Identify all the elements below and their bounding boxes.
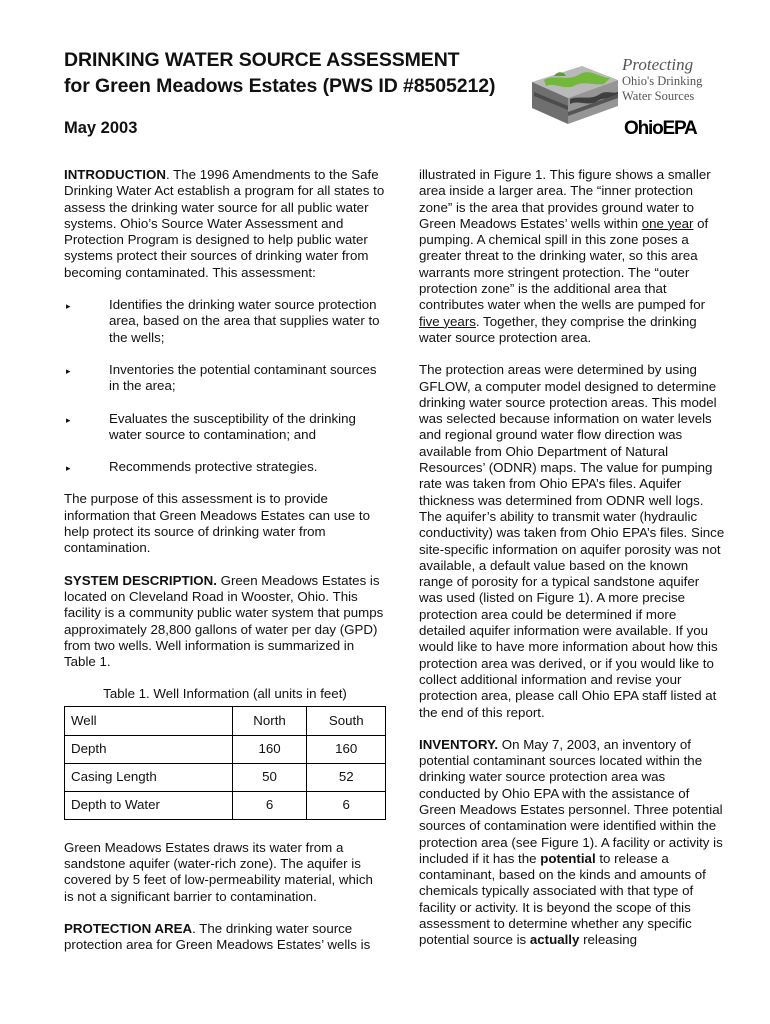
list-item: ▸ Evaluates the susceptibility of the drinking water source to contamination; and	[66, 410, 356, 442]
bullet-arrow-icon: ▸	[66, 414, 71, 425]
aquifer-paragraph: Green Meadows Estates draws its water from a sandstone aquifer (water-rich zone). The aquifer is covered by 5 feet of low-permeability material, which is not a significant barrier to contamination.	[64, 839, 373, 904]
document-date: May 2003	[64, 119, 138, 137]
table-row	[65, 763, 386, 791]
logo-text	[622, 56, 702, 104]
introduction-heading: INTRODUCTION	[64, 167, 166, 182]
table-row	[65, 791, 386, 819]
document-title	[64, 47, 495, 99]
figure-description-paragraph: illustrated in Figure 1. This figure shows a smaller area inside a larger area. The “inner protection zone” is the area that provides ground water to Green Meadows Estates’ wells within one year of pumping. A chemical spill in this zone poses a greater threat to the drinking water, so this area warrants more stringent protection. The “outer protection zone” is the additional area that contributes water when the wells are pumped for five years. Together, they comprise the drinking water source protection area.	[419, 167, 711, 345]
left-column	[64, 167, 386, 970]
bullet-arrow-icon: ▸	[66, 463, 71, 474]
bullet-arrow-icon: ▸	[66, 365, 71, 376]
logo-line-3: Water Sources	[622, 89, 695, 103]
title-line-2: for Green Meadows Estates (PWS ID #8505212)	[64, 75, 496, 97]
bullet-arrow-icon: ▸	[66, 301, 71, 312]
table-cell: Depth	[65, 735, 233, 763]
inventory-paragraph: INVENTORY. On May 7, 2003, an inventory of potential contaminant sources located within the drinking water source protection area was conducted by Ohio EPA with the assistance of Green Meadows Estates personnel. Three potential sources of contamination were identified within the protection area (see Figure 1). A facility or activity is included if it has the potential to release a contaminant, based on the kinds and amounts of chemicals typically associated with that type of facility or activity. It is beyond the scope of this assessment to determine whether any specific potential source is actually releasing	[419, 736, 723, 948]
table-caption: Table 1. Well Information (all units in feet)	[103, 686, 347, 702]
list-item: ▸ Recommends protective strategies.	[64, 459, 386, 475]
terrain-block-icon	[524, 52, 624, 132]
title-line-1: DRINKING WATER SOURCE ASSESSMENT	[64, 49, 460, 71]
list-item: ▸ Inventories the potential contaminant sources in the area;	[66, 361, 377, 394]
system-description-heading: SYSTEM DESCRIPTION.	[64, 572, 217, 588]
right-column	[419, 167, 725, 965]
actually-emphasis: actually	[529, 932, 580, 948]
protection-area-paragraph: PROTECTION AREA. The drinking water source protection area for Green Meadows Estates’ wells is	[64, 920, 371, 953]
introduction-paragraph: INTRODUCTION. The 1996 Amendments to the Safe Drinking Water Act establish a program for all states to assess the drinking water source for all public water systems. Ohio’s Source Water Assessment and Protection Program is designed to help public water systems protect their sources of drinking water from becoming contaminated. This assessment:	[64, 167, 385, 280]
logo-line-1: Protecting	[622, 55, 694, 74]
table-cell: 52	[307, 763, 386, 791]
logo-line-2: Ohio's Drinking	[622, 74, 703, 88]
gflow-model-paragraph: The protection areas were determined by using GFLOW, a computer model designed to determine drinking water source protection areas. This model was selected because information on water levels and regional ground water flow direction was available from Ohio Department of Natural Resources’ (ODNR) maps. The value for pumping rate was taken from Ohio EPA’s files. Aquifer thickness was determined from ODNR well logs. The aquifer’s ability to transmit water (hydraulic conductivity) was taken from Ohio EPA’s files. Since site-specific information on aquifer porosity was not available, a default value based on the known range of porosity for a typical sandstone aquifer was used (listed on Figure 1). A more precise protection area could be determined if more detailed aquifer information were available. If you would like to have more information about how this protection area was derived, or if you would like to collect additional information and revise your protection area, please call Ohio EPA staff listed at the end of this report.	[419, 362, 725, 720]
table-header-cell: North	[232, 706, 307, 735]
well-information-table	[64, 706, 386, 820]
inventory-heading: INVENTORY.	[419, 736, 499, 752]
table-header-cell: Well	[65, 706, 233, 735]
purpose-paragraph: The purpose of this assessment is to provide information that Green Meadows Estates can use to help protect its source of drinking water from contamination.	[64, 491, 370, 556]
ohio-epa-wordmark: OhioEPA	[624, 118, 697, 139]
table-row	[65, 735, 386, 763]
table-cell: Depth to Water	[65, 791, 233, 819]
table-cell: 50	[232, 763, 307, 791]
protection-area-heading: PROTECTION AREA	[64, 920, 193, 936]
potential-emphasis: potential	[540, 850, 596, 866]
assessment-bullet-list	[64, 297, 386, 475]
table-cell: 6	[307, 791, 386, 819]
table-header-row	[65, 706, 386, 735]
five-years-text: five years	[419, 313, 476, 329]
system-description-paragraph: SYSTEM DESCRIPTION. Green Meadows Estates is located on Cleveland Road in Wooster, Ohio. This facility is a community public water system that pumps approximately 28,800 gallons of water per day (GPD) from two wells. Well information is summarized in Table 1.	[64, 572, 384, 670]
table-cell: Casing Length	[65, 763, 233, 791]
table-cell: 160	[307, 735, 386, 763]
list-item: ▸ Identifies the drinking water source protection area, based on the area that supplies water to the wells;	[66, 297, 380, 345]
table-cell: 6	[232, 791, 307, 819]
ohio-epa-logo	[522, 44, 718, 142]
table-header-cell: South	[307, 706, 386, 735]
one-year-text: one year	[641, 215, 694, 231]
table-cell: 160	[232, 735, 307, 763]
